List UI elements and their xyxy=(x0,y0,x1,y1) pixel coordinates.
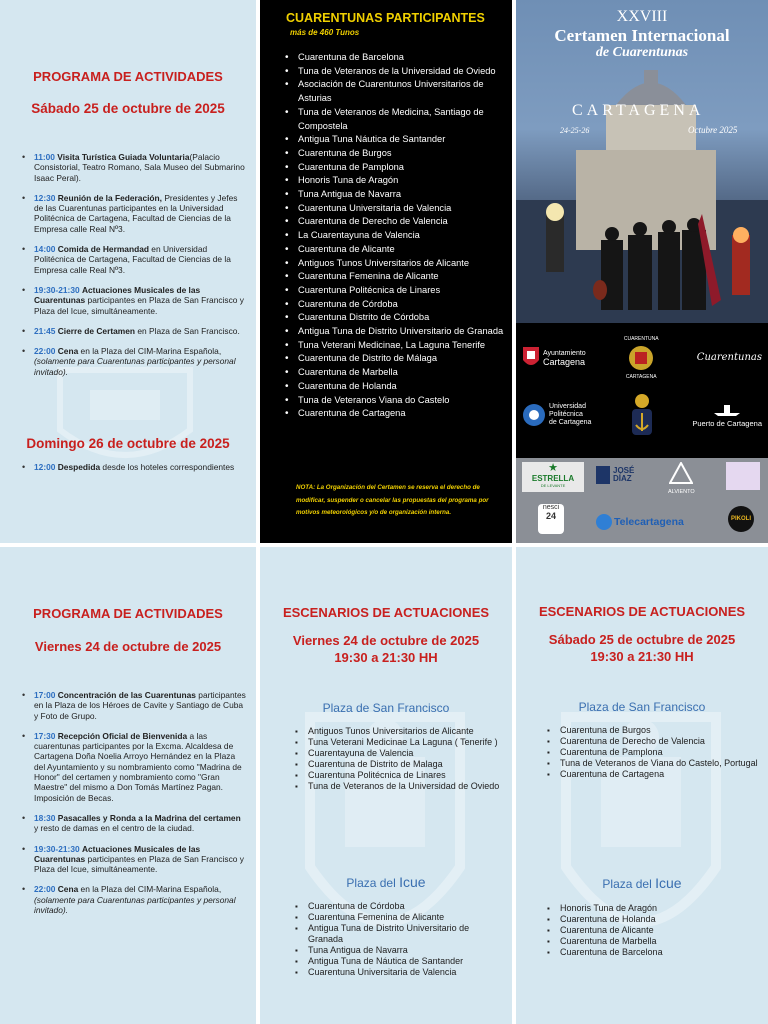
cuarentuna-cartagena-logo: CUARENTUNA CARTAGENA xyxy=(623,336,659,380)
he-logo xyxy=(726,462,760,490)
participant-item: • La Cuarentayuna de Valencia xyxy=(298,229,506,243)
list-item: ▪ Cuarentuna de Alicante xyxy=(560,925,762,936)
stages-hours: 19:30 a 21:30 HH xyxy=(334,650,438,665)
activity-name: Despedida xyxy=(57,462,101,472)
list-item: ▪ Cuarentuna de Derecho de Valencia xyxy=(560,736,762,747)
activity-description: en la Plaza del CIM-Marina Española, xyxy=(78,884,222,895)
activity-item xyxy=(34,346,246,377)
participant-item: • Cuarentuna de Pamplona xyxy=(298,161,506,175)
cuarentunas-script-logo: Cuarentunas xyxy=(696,352,762,363)
cover-month: Octubre 2025 xyxy=(688,125,738,135)
panel-participants xyxy=(260,0,512,543)
pikoli-logo: PIKOLI xyxy=(728,506,754,532)
cover-city: CARTAGENA xyxy=(572,102,705,119)
activity-time: 19:30-21:30 xyxy=(34,284,80,295)
list-item: ▪ Cuarentuna Femenina de Alicante xyxy=(308,912,506,923)
stages-date: Sábado 25 de octubre de 2025 xyxy=(548,632,736,647)
list-item: ▪ Cuarentuna de Córdoba xyxy=(308,901,506,912)
list-item: ▪ Cuarentuna de Barcelona xyxy=(560,947,762,958)
venue-icue: Plaza del Icue xyxy=(346,874,426,890)
activity-name: Actuaciones Musicales de las Cuarentunas xyxy=(34,284,201,306)
participant-item: • Cuarentuna de Holanda xyxy=(298,380,506,394)
activity-name: Reunión de la Federación, xyxy=(57,192,162,203)
venue-san-francisco-list xyxy=(262,726,512,792)
activity-list-saturday xyxy=(14,152,256,387)
stages-title: ESCENARIOS DE ACTUACIONES xyxy=(538,604,746,619)
activity-name: Recepción Oficial de Bienvenida xyxy=(57,730,188,741)
participant-item: • Asociación de Cuarentunos Universitarios de Asturias xyxy=(298,78,506,105)
participant-item: • Cuarentuna de Barcelona xyxy=(298,51,506,65)
list-item: ▪ Cuarentuna de Burgos xyxy=(560,725,762,736)
list-item: ▪ Cuarentuna de Distrito de Malaga xyxy=(308,759,506,770)
cover-title-line1: Certamen Internacional xyxy=(554,26,730,45)
activity-name: Pasacalles y Ronda a la Madrina del certamen xyxy=(57,812,241,823)
participant-item: • Cuarentuna de Marbella xyxy=(298,366,506,380)
activity-list-sunday xyxy=(14,462,256,482)
venue-san-francisco-list xyxy=(516,725,768,780)
venue-san-francisco: Plaza de San Francisco xyxy=(322,701,450,715)
list-item: ▪ Antigua Tuna de Distrito Universitario de Granada xyxy=(308,923,506,945)
participant-item: • Tuna de Veteranos de Medicina, Santiago de Compostela xyxy=(298,106,506,133)
list-item: ▪ Honoris Tuna de Aragón xyxy=(560,903,762,914)
venue-icue-list xyxy=(516,903,768,958)
activity-item xyxy=(34,690,246,721)
list-item: ▪ Antigua Tuna de Náutica de Santander xyxy=(308,956,506,967)
activity-name: Comida de Hermandad xyxy=(57,244,149,255)
globe-icon xyxy=(596,514,612,530)
upct-emblem-icon xyxy=(522,403,546,427)
alviento-triangle-icon xyxy=(669,462,693,484)
activity-time: 21:45 xyxy=(34,325,56,336)
estrella-logo: ★ ESTRELLA DE LEVANTE xyxy=(522,462,584,492)
activity-item xyxy=(34,731,246,803)
activity-item xyxy=(34,813,246,834)
activity-item xyxy=(34,285,246,316)
participant-item: • Cuarentuna de Córdoba xyxy=(298,298,506,312)
participant-item: • Cuarentuna de Derecho de Valencia xyxy=(298,215,506,229)
activity-list-friday xyxy=(14,690,256,925)
participant-item: • Antigua Tuna de Distrito Universitario de Granada xyxy=(298,325,506,339)
ayuntamiento-logo: Ayuntamiento Cartagena xyxy=(522,346,586,370)
activity-time: 22:00 xyxy=(34,346,56,357)
activity-item xyxy=(34,152,246,183)
list-item: ▪ Cuarentuna de Pamplona xyxy=(560,747,762,758)
panel-stages-saturday xyxy=(516,547,768,1024)
program-date-saturday: Sábado 25 de octubre de 2025 xyxy=(31,101,225,116)
participant-item: • Cuarentuna Universitaria de Valencia xyxy=(298,202,506,216)
activity-item xyxy=(34,193,246,234)
activity-description: y resto de damas en el centro de la ciudad. xyxy=(34,823,195,834)
activity-name: Visita Turística Guiada Voluntaria xyxy=(57,152,190,162)
participant-item: • Tuna de Veteranos Viana do Castelo xyxy=(298,394,506,408)
program-title: PROGRAMA DE ACTIVIDADES xyxy=(33,69,223,84)
participant-item: • Cuarentuna de Distrito de Málaga xyxy=(298,352,506,366)
activity-name: Cena xyxy=(57,884,79,895)
activity-item xyxy=(34,326,246,336)
activity-note: (solamente para Cuarentunas participantes y personal invitado). xyxy=(34,894,236,916)
participant-item: • Antiguos Tunos Universitarios de Alicante xyxy=(298,257,506,271)
cover-dates: 24-25-26 xyxy=(560,126,590,135)
telecartagena-logo: Telecartagena xyxy=(596,514,684,530)
participant-item: • Cuarentuna Distrito de Córdoba xyxy=(298,311,506,325)
edition-numeral: XXVIII xyxy=(616,8,668,25)
list-item: ▪ Cuarentuna de Cartagena xyxy=(560,769,762,780)
participants-subtitle: más de 460 Tunos xyxy=(290,28,360,37)
sponsors-grey-band xyxy=(516,458,768,543)
cover-title-line2: de Cuarentunas xyxy=(595,45,689,60)
activity-time: 14:00 xyxy=(34,244,56,255)
list-item: ▪ Cuarentuna Universitaria de Valencia xyxy=(308,967,506,978)
program-title: PROGRAMA DE ACTIVIDADES xyxy=(33,606,223,621)
activity-name: Cena xyxy=(57,346,79,357)
activity-time: 19:30-21:30 xyxy=(34,843,80,854)
navy-logo xyxy=(629,393,655,437)
list-item: ▪ Cuarentuna de Holanda xyxy=(560,914,762,925)
activity-name: Actuaciones Musicales de las Cuarentunas xyxy=(34,843,201,864)
organization-note: NOTA: La Organización del Certamen se reserva el derecho de modificar, suspender o cancelar las propuestas del programa por motivos meteorológicos y/o de organización interna. xyxy=(296,484,489,516)
participant-item: • Cuarentuna Politécnica de Linares xyxy=(298,284,506,298)
participant-item: • Cuarentuna Femenina de Alicante xyxy=(298,270,506,284)
poster-image xyxy=(516,0,768,323)
participant-item: • Tuna de Veteranos de la Universidad de Oviedo xyxy=(298,65,506,79)
participant-item: • Cuarentuna de Cartagena xyxy=(298,407,506,421)
activity-note: (solamente para Cuarentunas participantes y personal invitado). xyxy=(34,356,236,377)
star-icon: ★ xyxy=(548,462,558,474)
cuarentuna-shield-icon xyxy=(627,344,655,372)
ship-icon xyxy=(712,403,742,417)
upct-logo: Universidad Politécnica de Cartagena xyxy=(522,403,591,427)
activity-time: 12:30 xyxy=(34,192,56,203)
stages-title: ESCENARIOS DE ACTUACIONES xyxy=(282,605,490,620)
activity-time: 12:00 xyxy=(34,462,56,472)
panel-cover xyxy=(516,0,768,543)
participant-item: • Honoris Tuna de Aragón xyxy=(298,174,506,188)
list-item: ▪ Tuna Antigua de Navarra xyxy=(308,945,506,956)
activity-description: desde los hoteles correspondientes xyxy=(100,462,235,472)
stages-date: Viernes 24 de octubre de 2025 xyxy=(292,633,480,648)
activity-item xyxy=(34,884,246,915)
sponsors-dark-band xyxy=(516,323,768,458)
activity-name: Cierre de Certamen xyxy=(57,325,136,336)
list-item: ▪ Tuna de Veteranos de la Universidad de Oviedo xyxy=(308,781,506,792)
program-date-sunday: Domingo 26 de octubre de 2025 xyxy=(26,436,230,451)
venue-san-francisco: Plaza de San Francisco xyxy=(578,700,706,714)
activity-name: Concentración de las Cuarentunas xyxy=(57,690,196,700)
activity-description: a las cuarentunas participantes por la Excma. Alcaldesa de Cartagena Doña Noelia Arroyo Hernández en la Plaza del Ayuntamiento y su nombramiento como "Madrina de Honor" del certamen y nombramiento como "Gran Maestre" del mismo a Don Tomás Martínez Pagan. Imposición de Becas. xyxy=(34,730,242,803)
participant-item: • Cuarentuna de Burgos xyxy=(298,147,506,161)
venue-icue-list xyxy=(262,901,512,978)
activity-time: 22:00 xyxy=(34,884,56,895)
participants-title: CUARENTUNAS PARTICIPANTES xyxy=(286,11,485,25)
navy-anchor-icon xyxy=(629,393,655,437)
stages-hours: 19:30 a 21:30 HH xyxy=(590,649,694,664)
activity-description: Presidentes y Jefes de las Cuarentunas participantes en la Universidad Politécnica de Cartagena, Facultad de Ciencias de la Empresa calle Real Nº3. xyxy=(34,192,238,234)
panel-stages-friday xyxy=(260,547,512,1024)
activity-time: 11:00 xyxy=(34,152,55,162)
alviento-logo: ALVIENTO xyxy=(668,462,695,495)
activity-item xyxy=(34,462,246,472)
activity-time: 18:30 xyxy=(34,812,56,823)
list-item: ▪ Cuarentayuna de Valencia xyxy=(308,748,506,759)
panel-program-friday xyxy=(0,547,256,1024)
activity-description: participantes en la Plaza de los Héroes de Cavite y Santiago de Cuba y Foto de Grupo. xyxy=(34,690,246,721)
list-item: ▪ Tuna Veterani Medicinae La Laguna ( Tenerife ) xyxy=(308,737,506,748)
activity-time: 17:30 xyxy=(34,730,56,741)
activity-description: participantes en Plaza de San Francisco y Plaza del Icue, simultáneamente. xyxy=(34,295,244,316)
venue-icue: Plaza del Icue xyxy=(602,875,682,891)
list-item: ▪ Antiguos Tunos Universitarios de Alicante xyxy=(308,726,506,737)
list-item: ▪ Cuarentuna Politécnica de Linares xyxy=(308,770,506,781)
activity-description: en la Plaza del CIM-Marina Española, xyxy=(78,346,222,357)
participant-item: • Antigua Tuna Náutica de Santander xyxy=(298,133,506,147)
participants-list xyxy=(260,51,512,421)
list-item: ▪ Tuna de Veteranos de Viana do Castelo, Portugal xyxy=(560,758,762,769)
activity-item xyxy=(34,844,246,875)
jose-diaz-logo: JOSÉ DÍAZ xyxy=(596,466,634,484)
city-shield-icon xyxy=(522,346,540,370)
participant-item: • Tuna Antigua de Navarra xyxy=(298,188,506,202)
activity-description: en Universidad Politécnica de Cartagena, Facultad de Ciencias de la Empresa calle Real Nº3. xyxy=(34,244,231,275)
activity-description: (Palacio Consistorial, Teatro Romano, Sala Museo del Submarino Isaac Peral). xyxy=(34,152,245,183)
puerto-logo: Puerto de Cartagena xyxy=(692,403,762,428)
activity-time: 17:00 xyxy=(34,690,56,700)
nesci-logo: nesci 24 xyxy=(538,504,564,534)
list-item: ▪ Cuarentuna de Marbella xyxy=(560,936,762,947)
participant-item: • Cuarentuna de Alicante xyxy=(298,243,506,257)
participant-item: • Tuna Veterani Medicinae, La Laguna Tenerife xyxy=(298,339,506,353)
program-date-friday: Viernes 24 de octubre de 2025 xyxy=(34,639,222,654)
activity-description: participantes en Plaza de San Francisco y Plaza del Icue, simultáneamente. xyxy=(34,853,244,875)
activity-item xyxy=(34,244,246,275)
activity-description: en Plaza de San Francisco. xyxy=(135,325,240,336)
panel-program-saturday xyxy=(0,0,256,543)
jd-square-icon xyxy=(596,466,610,484)
